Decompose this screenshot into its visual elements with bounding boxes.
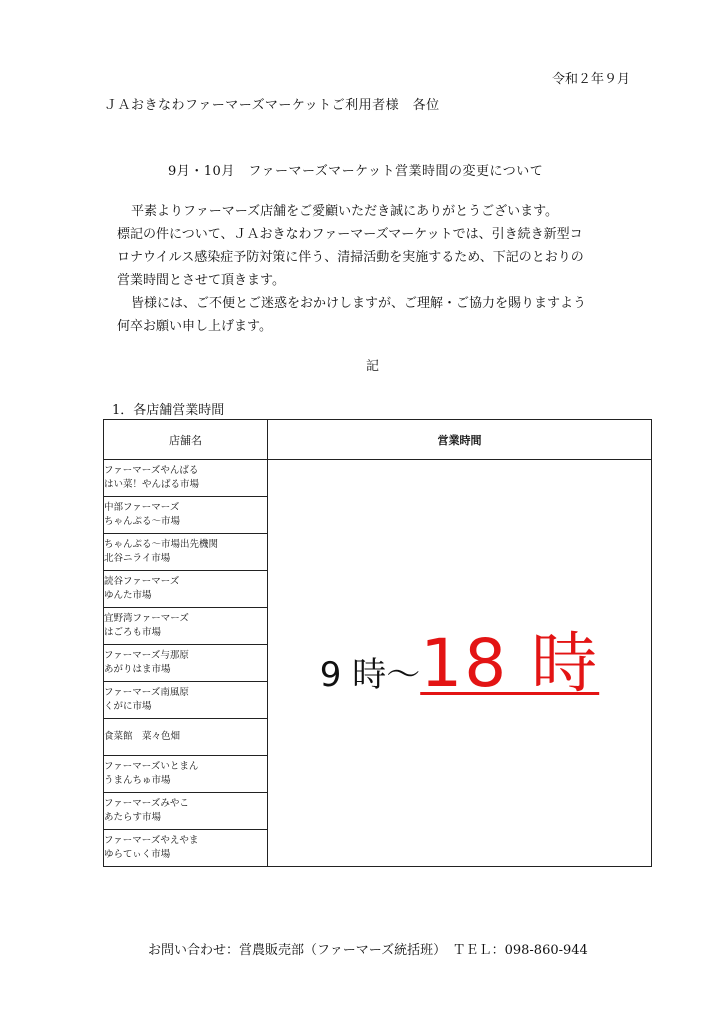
paragraph-1 <box>117 200 657 223</box>
hours-start: 9 時～ <box>319 654 421 695</box>
store-name-line2: うまんちゅ市場 <box>104 775 171 786</box>
store-cell <box>104 719 268 756</box>
store-cell <box>104 645 268 682</box>
store-name-line2: 北谷ニライ市場 <box>104 553 171 564</box>
store-cell <box>104 608 268 645</box>
store-name-line2: くがに市場 <box>104 701 152 712</box>
store-name-line1: ファーマーズ与那原 <box>104 650 189 661</box>
store-name-line2: ちゃんぷる～市場 <box>104 516 181 527</box>
store-cell <box>104 460 268 497</box>
hours-range <box>320 610 599 705</box>
notice-body <box>117 200 657 338</box>
store-name-line1: 宜野湾ファーマーズ <box>104 613 189 624</box>
store-name-line2: ゆらてぃく市場 <box>104 849 171 860</box>
addressee: ＪＡおきなわファーマーズマーケットご利用者様 各位 <box>104 98 440 113</box>
store-cell <box>104 534 268 571</box>
store-name-line2: はごろも市場 <box>104 627 162 638</box>
section-title: 1．各店舗営業時間 <box>112 403 225 418</box>
body-line: 皆様には、ご不便とご迷惑をおかけしますが、ご理解・ご協力を賜りますよう <box>131 296 587 311</box>
store-name-line1: ファーマーズやんばる <box>104 465 199 476</box>
store-name-line2: あたらす市場 <box>104 812 162 823</box>
body-line: 営業時間とさせて頂きます。 <box>117 273 285 288</box>
store-cell <box>104 830 268 867</box>
store-name-line2: あがりはま市場 <box>104 664 171 675</box>
store-cell <box>104 682 268 719</box>
store-name-line1: 中部ファーマーズ <box>104 502 180 513</box>
body-line: 何卒お願い申し上げます。 <box>117 319 272 334</box>
store-name-line1: ファーマーズ南風原 <box>104 687 189 698</box>
contact-info: お問い合わせ：営農販売部（ファーマーズ統括班） ＴＥＬ：098-860-944 <box>148 943 588 958</box>
table-row <box>104 460 652 497</box>
notice-title: 9月・10月 ファーマーズマーケット営業時間の変更について <box>168 164 544 179</box>
store-name-line1: 読谷ファーマーズ <box>104 576 180 587</box>
body-line: ロナウイルス感染症予防対策に伴う、清掃活動を実施するため、下記のとおりの <box>117 250 584 265</box>
store-name-line2: ゆんた市場 <box>104 590 152 601</box>
column-header-hours: 営業時間 <box>268 420 652 460</box>
paragraph-2-cont <box>117 315 657 338</box>
store-name-line1: ファーマーズいとまん <box>104 761 199 772</box>
hours-end: 18 時 <box>420 624 600 702</box>
body-line: 平素よりファーマーズ店舗をご愛顧いただき誠にありがとうございます。 <box>131 204 559 219</box>
ki-heading: 記 <box>366 359 380 374</box>
store-cell <box>104 793 268 830</box>
store-hours-table <box>103 419 652 867</box>
store-name-line1: ファーマーズやえやま <box>104 835 199 846</box>
store-cell <box>104 497 268 534</box>
table-header-row <box>104 420 652 460</box>
store-name-line1: ファーマーズみやこ <box>104 798 189 809</box>
paragraph-2 <box>117 292 657 315</box>
store-name-line1: 食菜館 菜々色畑 <box>104 731 181 742</box>
store-cell <box>104 756 268 793</box>
store-name-line2: はい菜！やんばる市場 <box>104 479 200 490</box>
store-cell <box>104 571 268 608</box>
hours-cell <box>268 460 652 867</box>
paragraph-1-cont <box>117 223 657 292</box>
body-line: 標記の件について、ＪＡおきなわファーマーズマーケットでは、引き続き新型コ <box>117 227 583 242</box>
column-header-store: 店舗名 <box>104 420 268 460</box>
store-name-line1: ちゃんぷる～市場出先機関 <box>104 539 219 550</box>
issue-date: 令和２年９月 <box>552 72 631 87</box>
